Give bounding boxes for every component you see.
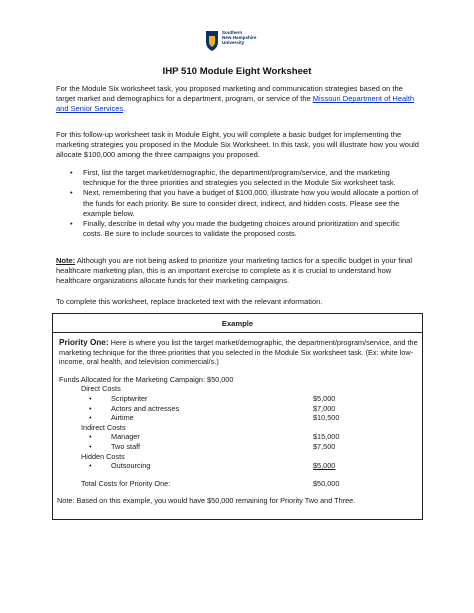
page-title: IHP 510 Module Eight Worksheet (162, 66, 312, 77)
example-heading: Example (53, 314, 422, 333)
bullet-text: First, list the target market/demographic, the department/program/service, and the marketing technique for the three priorities and strategies you selected in the Module Six worksheet task. (83, 168, 396, 188)
priority-paragraph (59, 338, 419, 367)
complete-instruction: To complete this worksheet, replace bracketed text with the relevant information. (56, 297, 323, 306)
bullet-icon: • (89, 441, 92, 451)
note-text: Although you are not being asked to prioritize your marketing tactics for a specific budget in your final healthcare marketing plan, this is an important exercise to complete as it is crucial to understand how healthcare organizations allocate funds for their marketing campaigns. (56, 256, 413, 286)
bullet-text: Next, remembering that you have a budget of $100,000, illustrate how you would allocate a portion of the funds for each priority. Be sure to consider direct, indirect, and hidden costs. Please see the example below. (83, 188, 419, 218)
intro-paragraph (56, 84, 421, 115)
logo-wordmark (222, 30, 256, 46)
list-item (56, 188, 421, 219)
cost-row: • Actors and actresses $7,000 (89, 403, 336, 413)
indirect-costs-heading: Indirect Costs (81, 422, 126, 432)
intro-end: . (123, 104, 126, 114)
example-box (52, 313, 423, 520)
bullet-icon: • (89, 461, 92, 471)
mdhss-link[interactable]: Missouri Department of Health and Senior Services (56, 94, 415, 114)
logo-line-3: University (222, 40, 245, 46)
cost-row: • Two staff $7,500 (89, 441, 336, 451)
example-note: Note: Based on this example, you would have $50,000 remaining for Priority Two and Three. (57, 496, 356, 506)
example-body (59, 338, 419, 506)
logo-line-1: Southern (222, 30, 243, 35)
list-item (56, 219, 421, 239)
note-label: Note: (56, 256, 76, 265)
hidden-costs-heading: Hidden Costs (81, 451, 125, 461)
instruction-list (56, 168, 421, 239)
intro-text: For the Module Six worksheet task, you proposed marketing and communication strategies based on the target market and demographics for a department, program, or service of the (56, 84, 403, 104)
bullet-icon: • (89, 413, 92, 423)
followup-paragraph: For this follow-up worksheet task in Module Eight, you will complete a basic budget for implementing the marketing strategies you proposed in the Module Six Worksheet. In this task, you will illustrate how you would allocate $100,000 among the three campaigns you proposed. (56, 130, 419, 160)
bullet-text: Finally, describe in detail why you made the budgeting choices around prioritization and specific costs. Be sure to include sources to validate the proposed costs. (83, 219, 400, 239)
shield-icon (205, 30, 219, 52)
note-paragraph (56, 256, 421, 287)
funds-line: Funds Allocated for the Marketing Campaign: $50,000 (59, 374, 234, 384)
bullet-icon: • (70, 168, 73, 177)
cost-row: • Scriptwriter $5,000 (89, 393, 336, 403)
priority-label: Priority One: (59, 338, 109, 347)
logo-line-2: New Hampshire (222, 35, 257, 41)
direct-costs-heading: Direct Costs (81, 384, 121, 394)
total-row: Total Costs for Priority One: $50,000 (81, 478, 340, 488)
bullet-icon: • (89, 432, 92, 442)
bullet-icon: • (89, 403, 92, 413)
bullet-icon: • (70, 188, 73, 198)
cost-row: • Manager $15,000 (89, 432, 340, 442)
university-logo (205, 30, 256, 52)
bullet-icon: • (70, 219, 73, 229)
cost-row: • Outsourcing $5,000 (89, 461, 336, 471)
list-item (56, 168, 421, 188)
cost-row: • Airtime $10,500 (89, 413, 340, 423)
bullet-icon: • (89, 393, 92, 403)
priority-text: Here is where you list the target market/demographic, the department/program/service, and the marketing technique for the three priorities that you selected in the Module Six worksheet task. (Ex: white low-income, oral health, and television commercial/s.) (59, 338, 418, 367)
